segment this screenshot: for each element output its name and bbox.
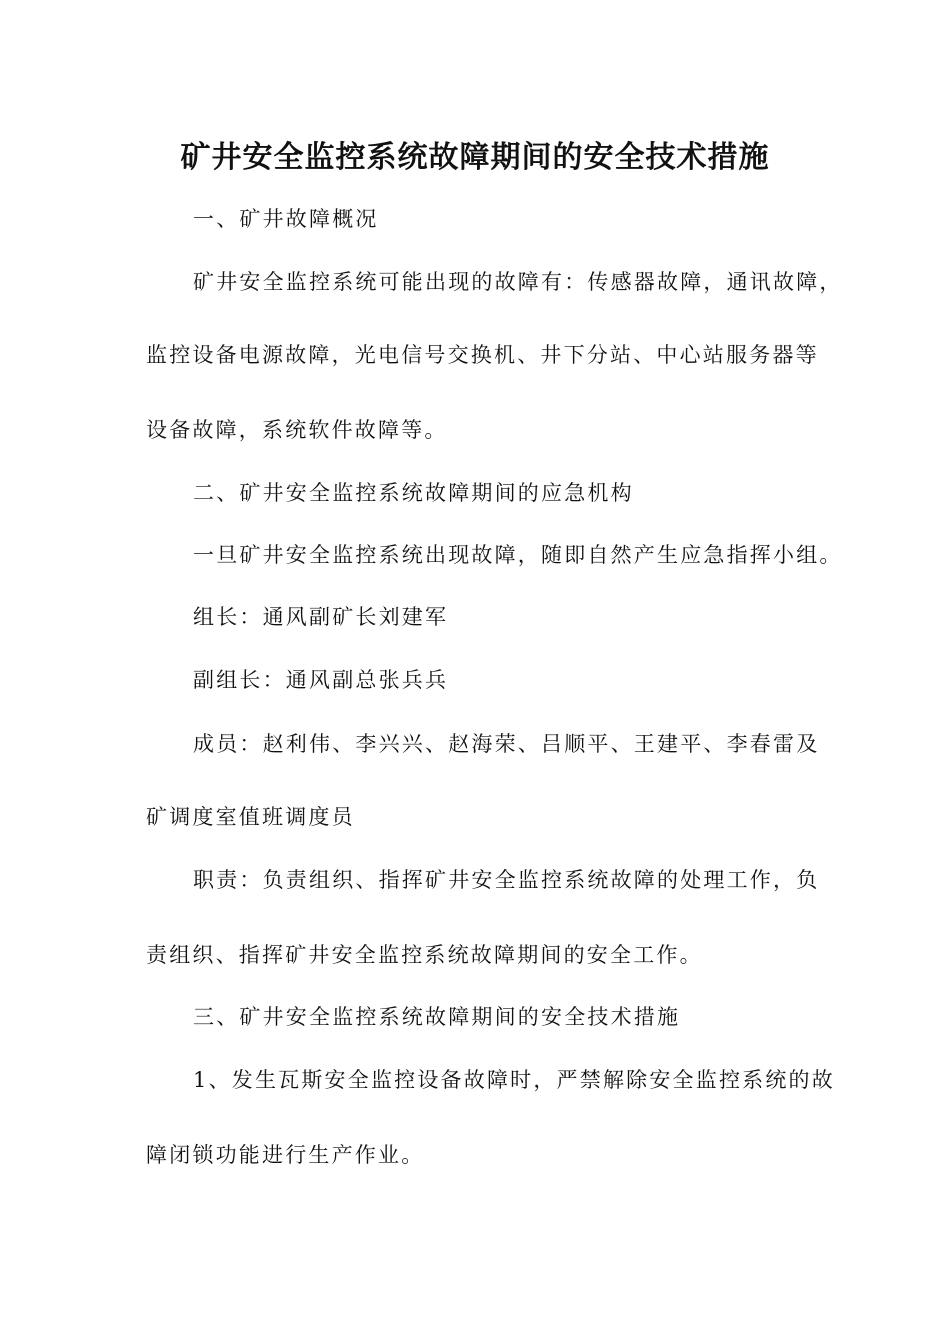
document-title: 矿井安全监控系统故障期间的安全技术措施 (180, 140, 770, 175)
section-heading-3: 三、矿井安全监控系统故障期间的安全技术措施 (193, 1005, 681, 1029)
paragraph-line: 矿井安全监控系统可能出现的故障有：传感器故障，通讯故障， (193, 270, 843, 294)
duties-line: 职责：负责组织、指挥矿井安全监控系统故障的处理工作，负 (193, 868, 820, 892)
duties-line-continued: 责组织、指挥矿井安全监控系统故障期间的安全工作。 (146, 943, 703, 967)
paragraph-line: 设备故障，系统软件故障等。 (146, 418, 448, 442)
paragraph-line: 一旦矿井安全监控系统出现故障，随即自然产生应急指挥小组。 (193, 543, 843, 567)
members-line-continued: 矿调度室值班调度员 (146, 805, 355, 829)
measure-item-1-continued: 障闭锁功能进行生产作业。 (146, 1143, 425, 1167)
measure-item-1: 1、发生瓦斯安全监控设备故障时，严禁解除安全监控系统的故 (193, 1068, 835, 1092)
members-line: 成员：赵利伟、李兴兴、赵海荣、吕顺平、王建平、李春雷及 (193, 732, 820, 756)
deputy-leader-line: 副组长：通风副总张兵兵 (193, 668, 449, 692)
section-heading-1: 一、矿井故障概况 (193, 207, 379, 231)
section-heading-2: 二、矿井安全监控系统故障期间的应急机构 (193, 481, 634, 505)
team-leader-line: 组长：通风副矿长刘建军 (193, 605, 449, 629)
paragraph-line: 监控设备电源故障，光电信号交换机、井下分站、中心站服务器等 (146, 343, 819, 367)
